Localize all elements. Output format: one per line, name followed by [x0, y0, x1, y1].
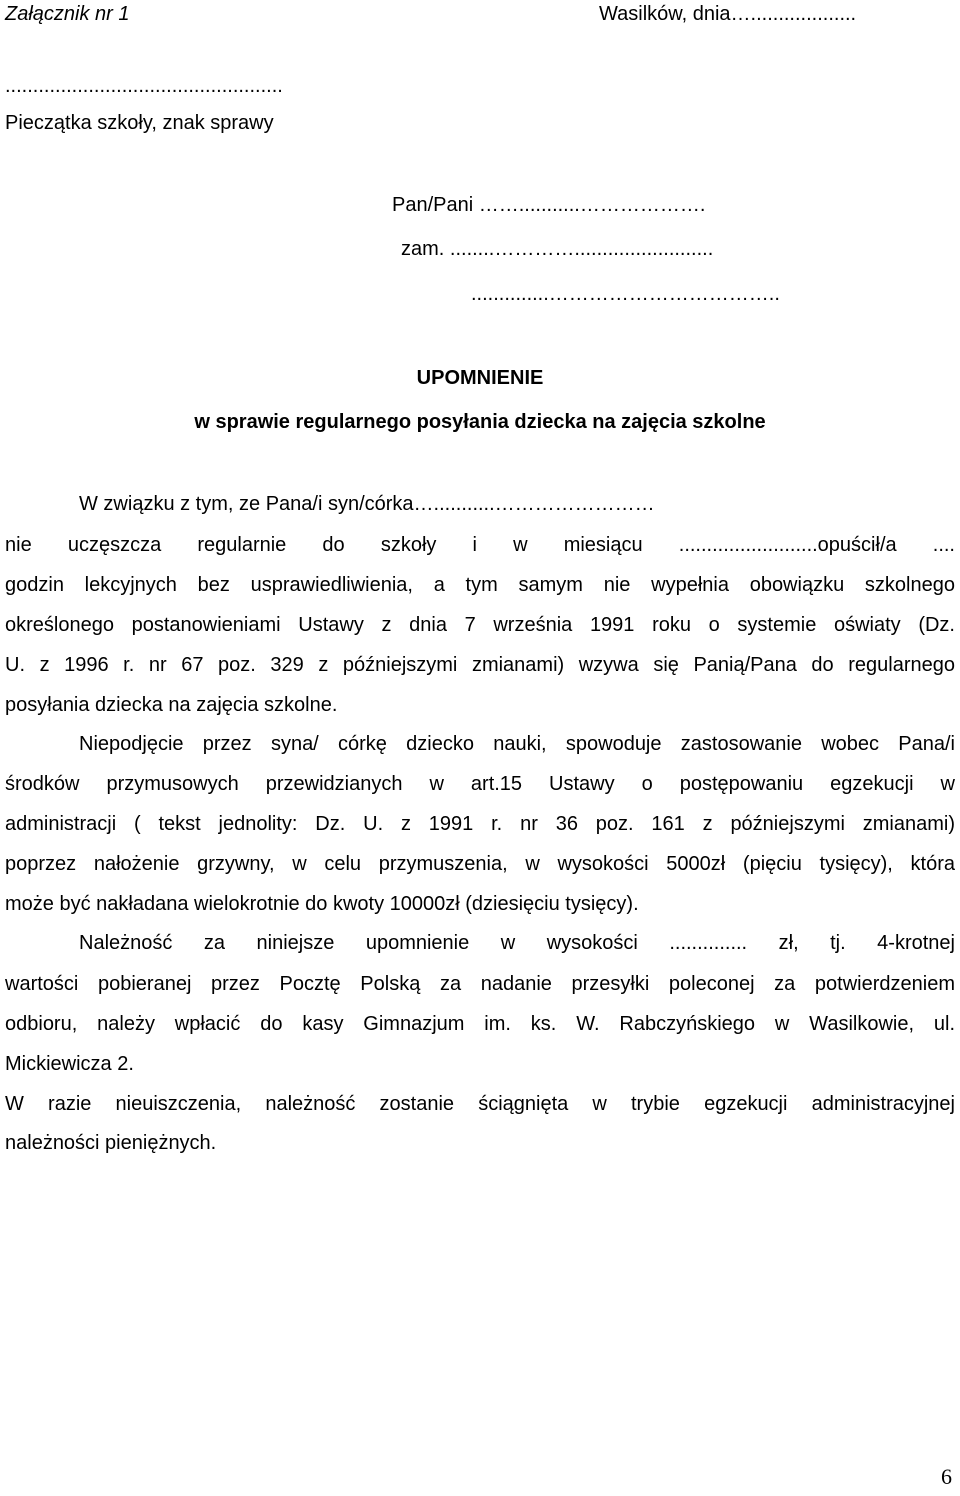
- document-title: UPOMNIENIE: [416, 367, 544, 389]
- page-number: 6: [941, 1464, 952, 1489]
- p1-line-1: W związku z tym, ze Pana/i syn/córka…...........……………………: [79, 493, 655, 515]
- school-stamp-label: Pieczątka szkoły, znak sprawy: [5, 112, 274, 134]
- p4-line-1: W razie nieuiszczenia, należność zostanie ściągnięta w trybie egzekucji administracyjnej: [5, 1093, 955, 1115]
- annex-label: Załącznik nr 1: [5, 3, 130, 25]
- p2-line-2: środków przymusowych przewidzianych w art.15 Ustawy o postępowaniu egzekucji w: [5, 773, 955, 795]
- p1-line-5: U. z 1996 r. nr 67 poz. 329 z późniejszymi zmianami) wzywa się Panią/Pana do regularnego: [5, 654, 955, 676]
- document-subtitle: w sprawie regularnego posyłania dziecka na zajęcia szkolne: [194, 411, 766, 433]
- p2-line-4: poprzez nałożenie grzywny, w celu przymuszenia, w wysokości 5000zł (pięciu tysięcy), która: [5, 853, 955, 875]
- place-date-field: Wasilków, dnia…...................: [599, 3, 857, 25]
- addressee-address-line-1: zam. ........………….........................: [401, 238, 714, 260]
- addressee-name-line: Pan/Pani ……...........……………….: [392, 194, 706, 216]
- p4-line-2: należności pieniężnych.: [5, 1132, 217, 1154]
- p2-line-1: Niepodjęcie przez syna/ córkę dziecko nauki, spowoduje zastosowanie wobec Pana/i: [79, 733, 955, 755]
- p2-line-5: może być nakładana wielokrotnie do kwoty 10000zł (dziesięciu tysięcy).: [5, 893, 639, 915]
- p1-line-3: godzin lekcyjnych bez usprawiedliwienia, a tym samym nie wypełnia obowiązku szkolnego: [5, 574, 955, 596]
- p1-line-4: określonego postanowieniami Ustawy z dnia 7 września 1991 roku o systemie oświaty (Dz.: [5, 614, 955, 636]
- p3-line-1: Należność za niniejsze upomnienie w wysokości .............. zł, tj. 4-krotnej: [79, 932, 955, 954]
- p1-line-6: posyłania dziecka na zajęcia szkolne.: [5, 694, 338, 716]
- school-stamp-dots: ..................................................: [5, 75, 283, 97]
- p2-line-3: administracji ( tekst jednolity: Dz. U. z 1991 r. nr 36 poz. 161 z późniejszymi zmianami): [5, 813, 955, 835]
- p3-line-4: Mickiewicza 2.: [5, 1053, 134, 1075]
- addressee-address-line-2: ..............……………………………..: [471, 283, 780, 305]
- p1-line-2: nie uczęszcza regularnie do szkoły i w miesiącu .........................opuścił/a ....: [5, 534, 955, 556]
- p3-line-3: odbioru, należy wpłacić do kasy Gimnazjum im. ks. W. Rabczyńskiego w Wasilkowie, ul.: [5, 1013, 955, 1035]
- p3-line-2: wartości pobieranej przez Pocztę Polską za nadanie przesyłki poleconej za potwierdzeniem: [5, 973, 955, 995]
